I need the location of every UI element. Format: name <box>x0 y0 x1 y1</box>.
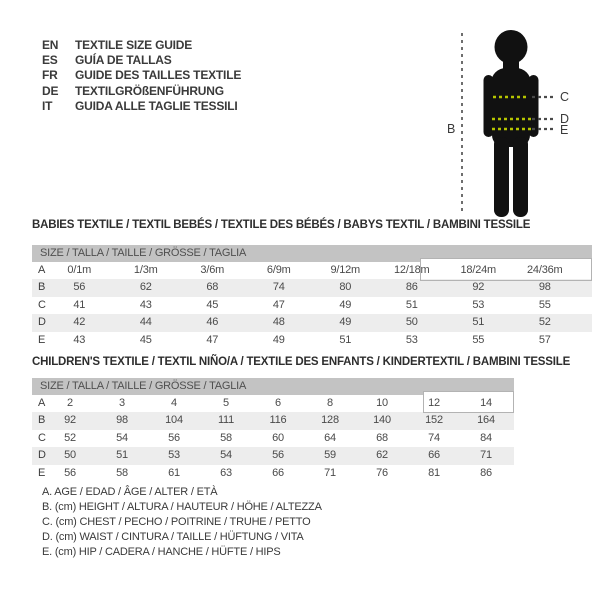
row-label: E <box>38 333 46 346</box>
cell: 50 <box>64 449 76 462</box>
legend-height: B. (cm) HEIGHT / ALTURA / HAUTEUR / HÖHE / ALTEZZA <box>42 501 322 514</box>
legend-age: A. AGE / EDAD / ÂGE / ALTER / ETÀ <box>42 486 218 498</box>
cell: 45 <box>139 333 152 346</box>
table-row <box>32 412 514 429</box>
child-silhouette-diagram <box>448 25 598 225</box>
filler-cell <box>578 297 592 314</box>
row-label: B <box>38 281 46 294</box>
cell: 49 <box>339 316 352 329</box>
cell: 62 <box>139 281 152 294</box>
cell: 56 <box>168 431 180 444</box>
hip-label: E <box>560 123 569 137</box>
language-list <box>42 38 241 114</box>
cell: 66 <box>272 466 284 479</box>
cell: 51 <box>472 316 485 329</box>
cell: 51 <box>116 449 128 462</box>
cell: 54 <box>116 431 128 444</box>
cell: 14 <box>480 397 492 409</box>
language-row-it <box>42 99 241 114</box>
language-title: GUÍA DE TALLAS <box>75 53 172 68</box>
filler-cell <box>578 314 592 331</box>
babies-highlight-box <box>420 258 592 281</box>
language-code: IT <box>42 98 53 113</box>
cell: 18/24m <box>460 264 496 276</box>
cell: 56 <box>64 466 76 479</box>
cell: 8 <box>327 397 333 409</box>
table-row <box>32 314 592 331</box>
cell: 9/12m <box>330 264 361 276</box>
language-row-es <box>42 53 241 68</box>
cell: 54 <box>220 449 232 462</box>
row-label: A <box>38 264 46 276</box>
row-label: C <box>38 431 46 444</box>
cell: 74 <box>428 431 440 444</box>
language-row-de <box>42 84 241 99</box>
cell: 164 <box>477 414 495 427</box>
filler-cell <box>578 332 592 349</box>
cell: 49 <box>272 333 285 346</box>
measurement-legend <box>42 485 322 560</box>
language-code: ES <box>42 53 58 68</box>
children-highlight-box <box>423 391 514 413</box>
cell: 2 <box>67 397 73 409</box>
cell: 6 <box>275 397 281 409</box>
cell: 61 <box>168 466 180 479</box>
cell: 51 <box>405 298 418 311</box>
cell: 12/18m <box>394 264 430 276</box>
cell: 58 <box>116 466 128 479</box>
cell: 104 <box>165 414 183 427</box>
language-title: GUIDA ALLE TAGLIE TESSILI <box>75 98 238 113</box>
cell: 98 <box>538 281 551 294</box>
row-label: E <box>38 466 46 479</box>
cell: 53 <box>472 298 485 311</box>
cell: 84 <box>480 431 492 444</box>
cell: 92 <box>472 281 485 294</box>
cell: 68 <box>376 431 388 444</box>
cell: 63 <box>220 466 232 479</box>
chest-label: C <box>560 90 569 104</box>
legend-chest: C. (cm) CHEST / PECHO / POITRINE / TRUHE / PETTO <box>42 516 311 529</box>
cell: 60 <box>272 431 284 444</box>
cell: 59 <box>324 449 336 462</box>
cell: 53 <box>168 449 180 462</box>
language-code: FR <box>42 68 58 83</box>
waist-label: D <box>560 112 569 126</box>
cell: 56 <box>272 449 284 462</box>
cell: 116 <box>269 414 287 427</box>
cell: 51 <box>339 333 352 346</box>
cell: 56 <box>73 281 86 294</box>
cell: 50 <box>405 316 418 329</box>
cell: 81 <box>428 466 440 479</box>
table-row <box>32 465 514 482</box>
table-row <box>32 447 514 464</box>
language-row-fr <box>42 68 241 83</box>
cell: 57 <box>538 333 551 346</box>
cell: 52 <box>64 431 76 444</box>
cell: 10 <box>376 397 388 409</box>
row-label: C <box>38 298 46 311</box>
language-title: TEXTILGRÖßENFÜHRUNG <box>75 83 224 98</box>
table-row <box>32 279 592 296</box>
cell: 128 <box>321 414 339 427</box>
cell: 41 <box>73 298 86 311</box>
language-title: TEXTILE SIZE GUIDE <box>75 38 193 52</box>
cell: 53 <box>405 333 418 346</box>
cell: 47 <box>272 298 285 311</box>
child-silhouette <box>484 30 539 217</box>
cell: 6/9m <box>266 264 291 276</box>
cell: 3/6m <box>200 264 225 276</box>
children-size-header-text: SIZE / TALLA / TAILLE / GRÖSSE / TAGLIA <box>40 380 247 392</box>
cell: 4 <box>171 397 177 409</box>
cell: 86 <box>480 466 492 479</box>
row-label: D <box>38 316 46 329</box>
cell: 76 <box>376 466 388 479</box>
cell: 66 <box>428 449 440 462</box>
row-label: B <box>38 414 46 427</box>
filler-cell <box>512 465 514 482</box>
filler-cell <box>512 430 514 447</box>
cell: 68 <box>206 281 219 294</box>
cell: 0/1m <box>67 264 92 276</box>
cell: 92 <box>64 414 76 427</box>
cell: 152 <box>425 414 443 427</box>
legend-hip: E. (cm) HIP / CADERA / HANCHE / HÜFTE / HIPS <box>42 546 281 559</box>
cell: 43 <box>73 333 86 346</box>
cell: 24/36m <box>527 264 563 276</box>
cell: 43 <box>139 298 152 311</box>
filler-cell <box>578 279 592 296</box>
cell: 80 <box>339 281 352 294</box>
children-section-title: CHILDREN'S TEXTILE / TEXTIL NIÑO/A / TEXTILE DES ENFANTS / KINDERTEXTIL / BAMBINI TESSILE <box>32 356 571 368</box>
cell: 49 <box>339 298 352 311</box>
language-row-en <box>42 38 241 53</box>
cell: 64 <box>324 431 336 444</box>
cell: 71 <box>324 466 336 479</box>
table-row <box>32 430 514 447</box>
babies-section-title: BABIES TEXTILE / TEXTIL BEBÉS / TEXTILE DES BÉBÉS / BABYS TEXTIL / BAMBINI TESSILE <box>32 219 531 231</box>
cell: 74 <box>272 281 285 294</box>
cell: 45 <box>206 298 219 311</box>
cell: 98 <box>116 414 128 427</box>
cell: 46 <box>206 316 219 329</box>
cell: 44 <box>139 316 152 329</box>
language-code: EN <box>42 38 59 52</box>
cell: 55 <box>472 333 485 346</box>
language-code: DE <box>42 83 59 98</box>
cell: 140 <box>373 414 391 427</box>
babies-size-header-text: SIZE / TALLA / TAILLE / GRÖSSE / TAGLIA <box>40 247 247 259</box>
cell: 58 <box>220 431 232 444</box>
cell: 5 <box>223 397 229 409</box>
cell: 52 <box>538 316 551 329</box>
cell: 1/3m <box>133 264 158 276</box>
cell: 71 <box>480 449 492 462</box>
cell: 12 <box>428 397 440 409</box>
legend-waist: D. (cm) WAIST / CINTURA / TAILLE / HÜFTUNG / VITA <box>42 531 304 544</box>
table-row <box>32 297 592 314</box>
cell: 111 <box>217 414 235 427</box>
filler-cell <box>512 412 514 429</box>
height-label: B <box>447 122 456 136</box>
row-label: A <box>38 397 46 409</box>
table-row <box>32 332 592 349</box>
row-label: D <box>38 449 46 462</box>
cell: 3 <box>119 397 125 409</box>
cell: 62 <box>376 449 388 462</box>
filler-cell <box>512 447 514 464</box>
cell: 47 <box>206 333 219 346</box>
cell: 48 <box>272 316 285 329</box>
language-title: GUIDE DES TAILLES TEXTILE <box>75 68 242 83</box>
cell: 86 <box>405 281 418 294</box>
cell: 42 <box>73 316 86 329</box>
cell: 55 <box>538 298 551 311</box>
